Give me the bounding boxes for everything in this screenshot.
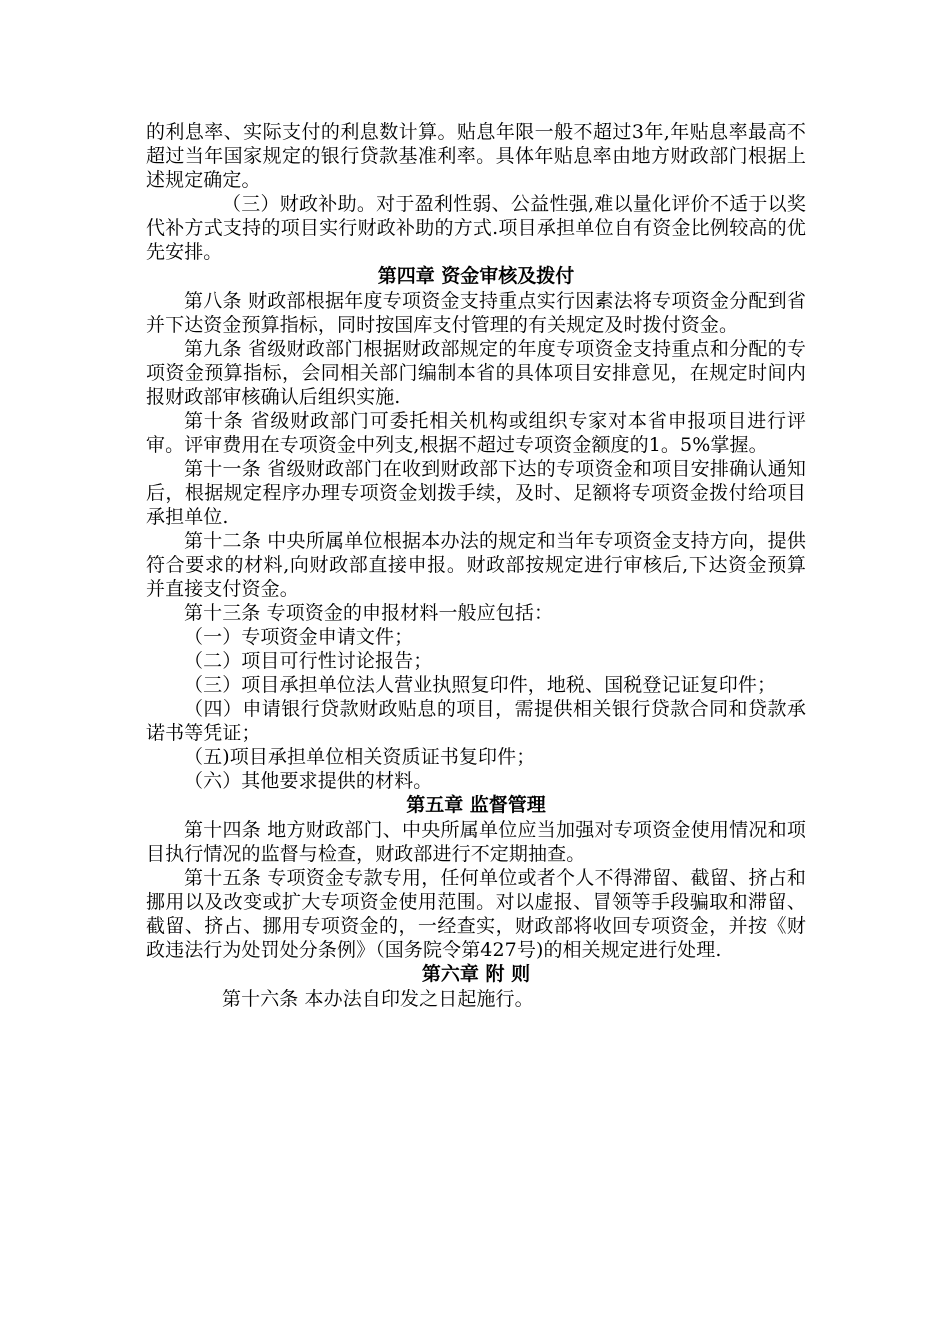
list-item-2: （二）项目可行性讨论报告； [184,650,433,672]
paragraph-interest-rate: 的利息率、实际支付的利息数计算。贴息年限一般不超过3年,年贴息率最高不超过当年国家规定的银行贷款基准利率。具体年贴息率由地方财政部门根据上述规定确定。 [146,121,806,191]
article-15: 第十五条 专项资金专款专用，任何单位或者个人不得滞留、截留、挤占和挪用以及改变或扩大专项资金使用范围。对以虚报、冒领等手段骗取和滞留、截留、挤占、挪用专项资金的，一经查实，财政部将收回专项资金，并按《财政违法行为处罚处分条例》（国务院令第427号)的相关规定进行处理. [146,867,806,961]
article-10: 第十条 省级财政部门可委托相关机构或组织专家对本省申报项目进行评审。评审费用在专项资金中列支,根据不超过专项资金额度的1。5%掌握。 [146,410,806,456]
article-8: 第八条 财政部根据年度专项资金支持重点实行因素法将专项资金分配到省并下达资金预算指标，同时按国库支付管理的有关规定及时拨付资金。 [146,290,806,336]
document-page [146,120,806,1011]
chapter-4-heading: 第四章 资金审核及拨付 [377,265,575,287]
article-16: 第十六条 本办法自印发之日起施行。 [222,988,534,1010]
chapter-6-heading: 第六章 附 则 [421,963,531,985]
list-item-3: （三）项目承担单位法人营业执照复印件，地税、国税登记证复印件； [184,674,777,696]
article-14: 第十四条 地方财政部门、中央所属单位应当加强对专项资金使用情况和项目执行情况的监督与检查，财政部进行不定期抽查。 [146,819,806,865]
article-9: 第九条 省级财政部门根据财政部规定的年度专项资金支持重点和分配的专项资金预算指标，会同相关部门编制本省的具体项目安排意见，在规定时间内报财政部审核确认后组织实施. [146,338,806,408]
list-item-4: （四）申请银行贷款财政贴息的项目，需提供相关银行贷款合同和贷款承诺书等凭证； [146,698,806,744]
article-12: 第十二条 中央所属单位根据本办法的规定和当年专项资金支持方向，提供符合要求的材料,向财政部直接申报。财政部按规定进行审核后,下达资金预算并直接支付资金。 [146,530,806,600]
article-13: 第十三条 专项资金的申报材料一般应包括： [184,602,554,624]
paragraph-financial-subsidy: （三）财政补助。对于盈利性弱、公益性强,难以量化评价不适于以奖代补方式支持的项目实行财政补助的方式.项目承担单位自有资金比例较高的优先安排。 [146,193,806,263]
article-11: 第十一条 省级财政部门在收到财政部下达的专项资金和项目安排确认通知后，根据规定程序办理专项资金划拨手续，及时、足额将专项资金拨付给项目承担单位. [146,458,806,528]
list-item-1: （一）专项资金申请文件； [184,626,414,648]
chapter-5-heading: 第五章 监督管理 [406,794,546,816]
list-item-5: （五)项目承担单位相关资质证书复印件； [184,746,536,768]
list-item-6: （六）其他要求提供的材料。 [184,770,433,792]
